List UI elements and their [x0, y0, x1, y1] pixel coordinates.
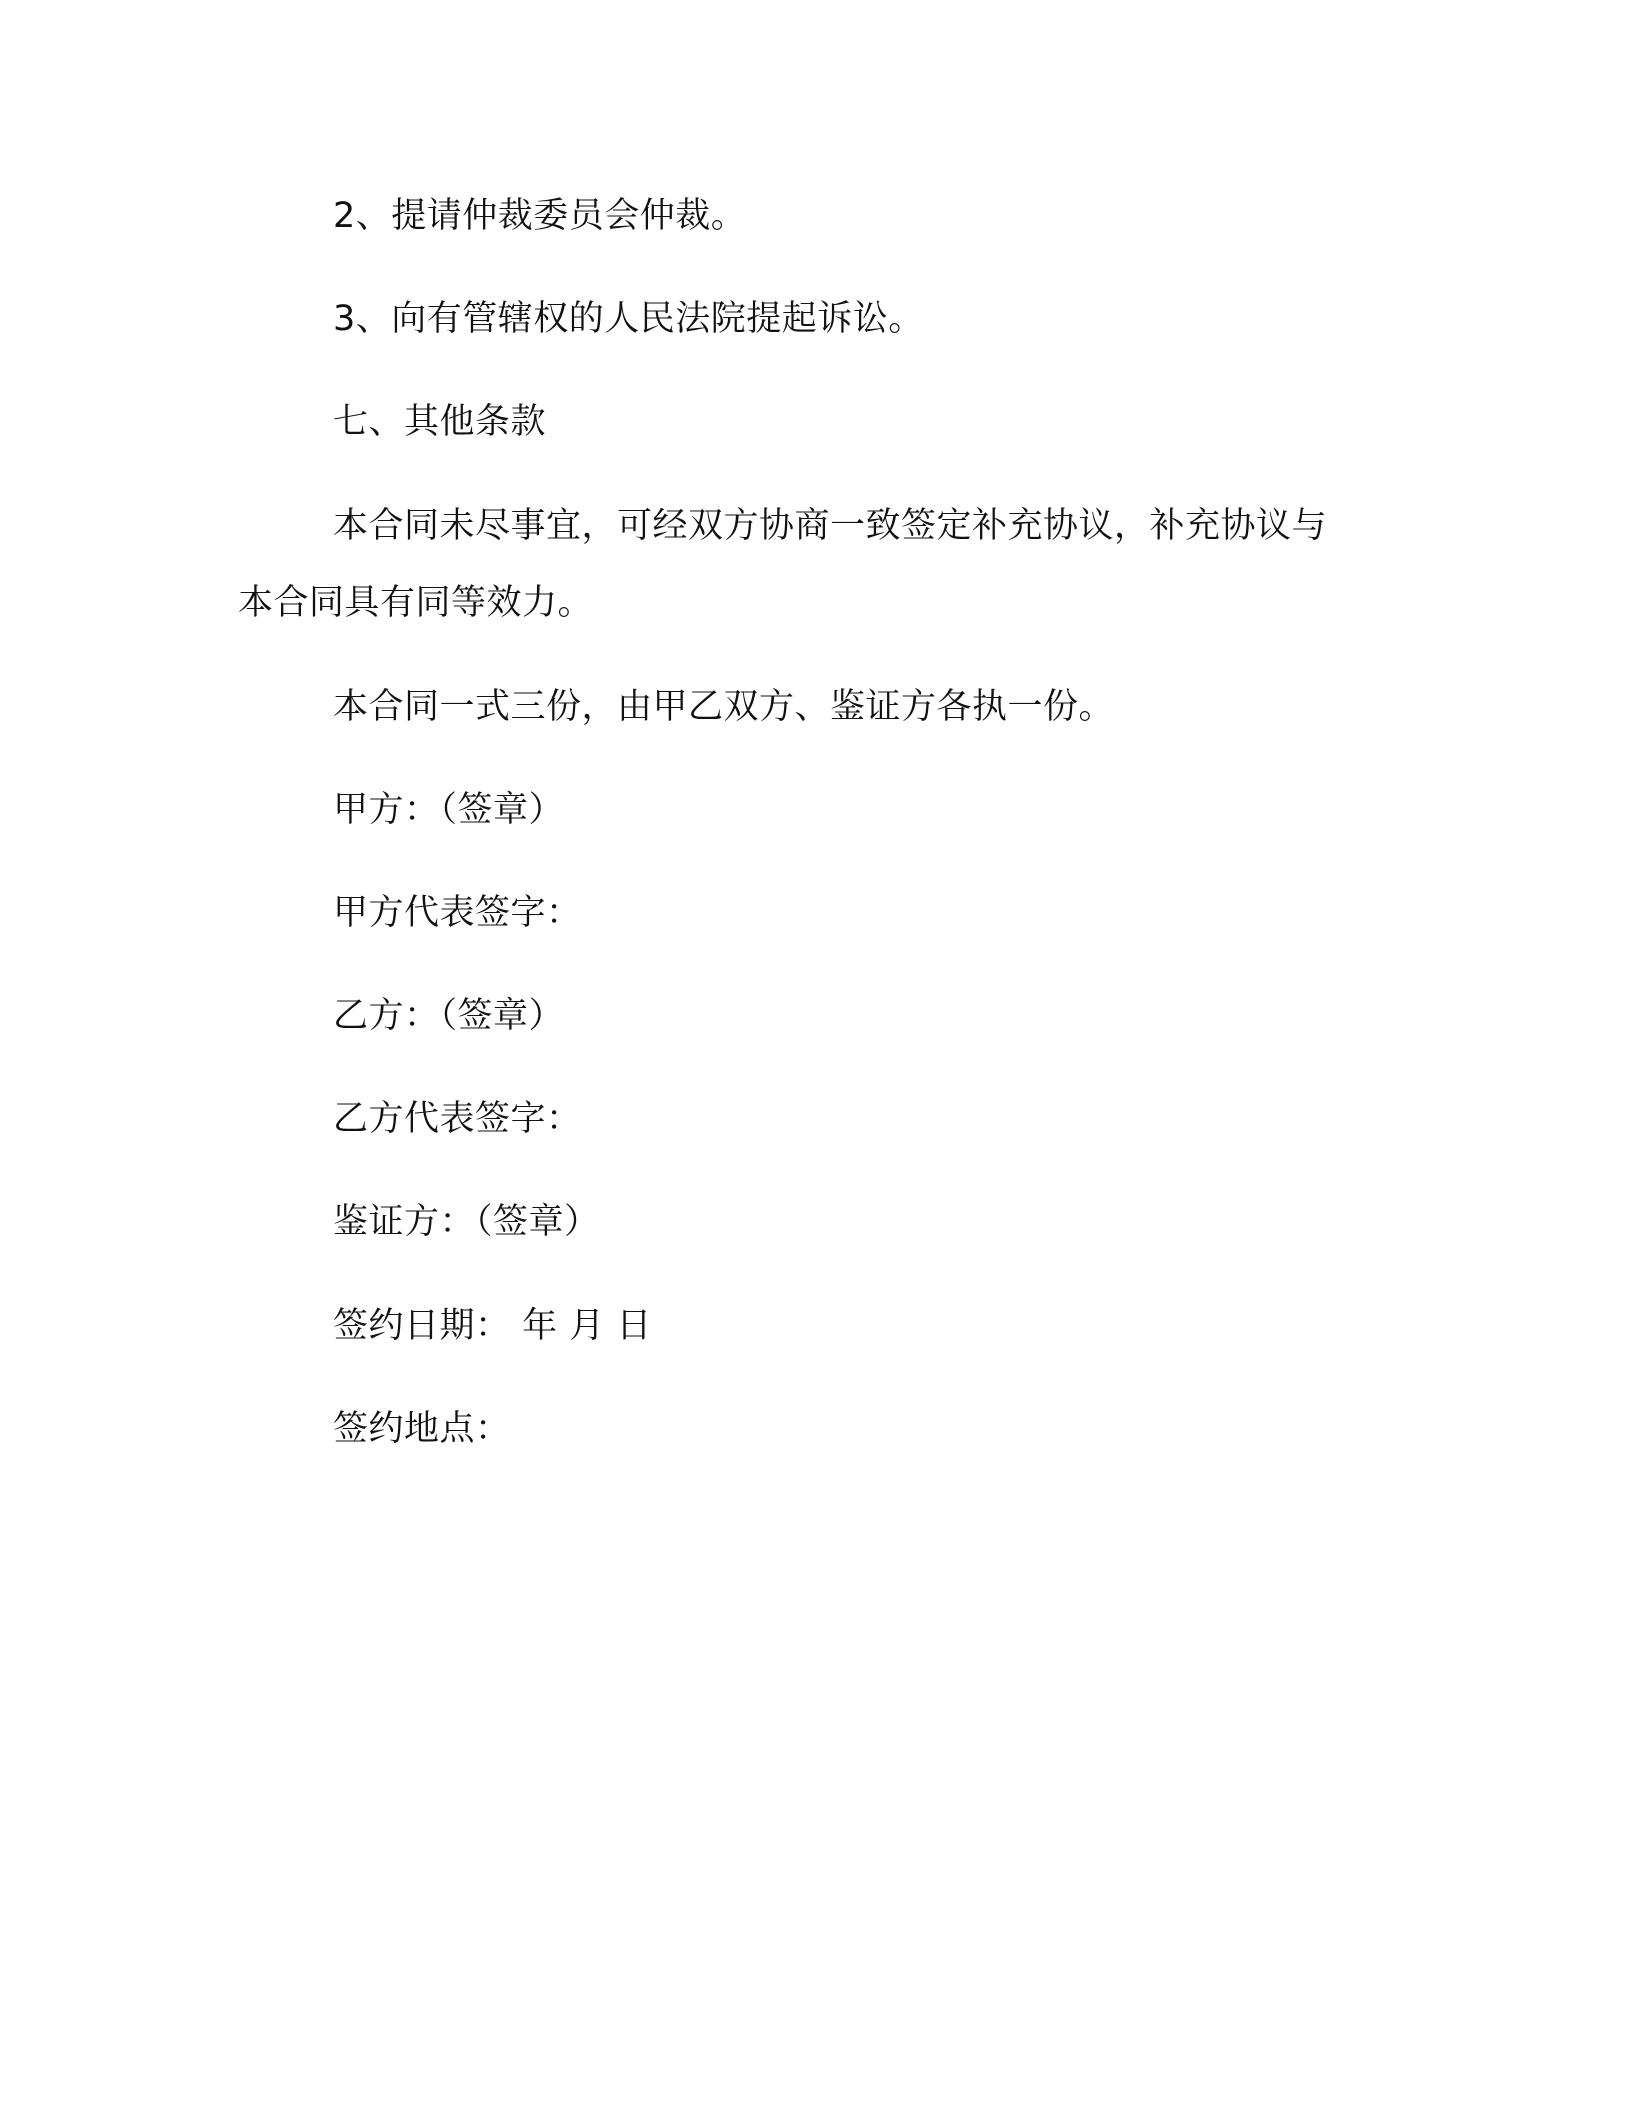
party-b-seal-field: 乙方：（签章）	[333, 996, 565, 1036]
party-a-representative-field: 甲方代表签字：	[333, 893, 582, 933]
party-a-seal-field: 甲方：（签章）	[333, 790, 565, 830]
signing-date-field: 签约日期： 年 月 日	[333, 1306, 652, 1346]
signing-place-field: 签约地点：	[333, 1409, 511, 1449]
paragraph-copies: 本合同一式三份，由甲乙双方、鉴证方各执一份。	[333, 687, 1115, 727]
paragraph-supplementary-agreement-cont: 本合同具有同等效力。	[238, 583, 594, 623]
witness-seal-field: 鉴证方：（签章）	[333, 1202, 600, 1242]
clause-litigation: 3、向有管辖权的人民法院提起诉讼。	[333, 299, 924, 339]
paragraph-supplementary-agreement: 本合同未尽事宜，可经双方协商一致签定补充协议，补充协议与	[333, 506, 1328, 546]
party-b-representative-field: 乙方代表签字：	[333, 1099, 582, 1139]
clause-arbitration: 2、提请仲裁委员会仲裁。	[333, 196, 747, 236]
section-heading-other-terms: 七、其他条款	[333, 402, 547, 442]
